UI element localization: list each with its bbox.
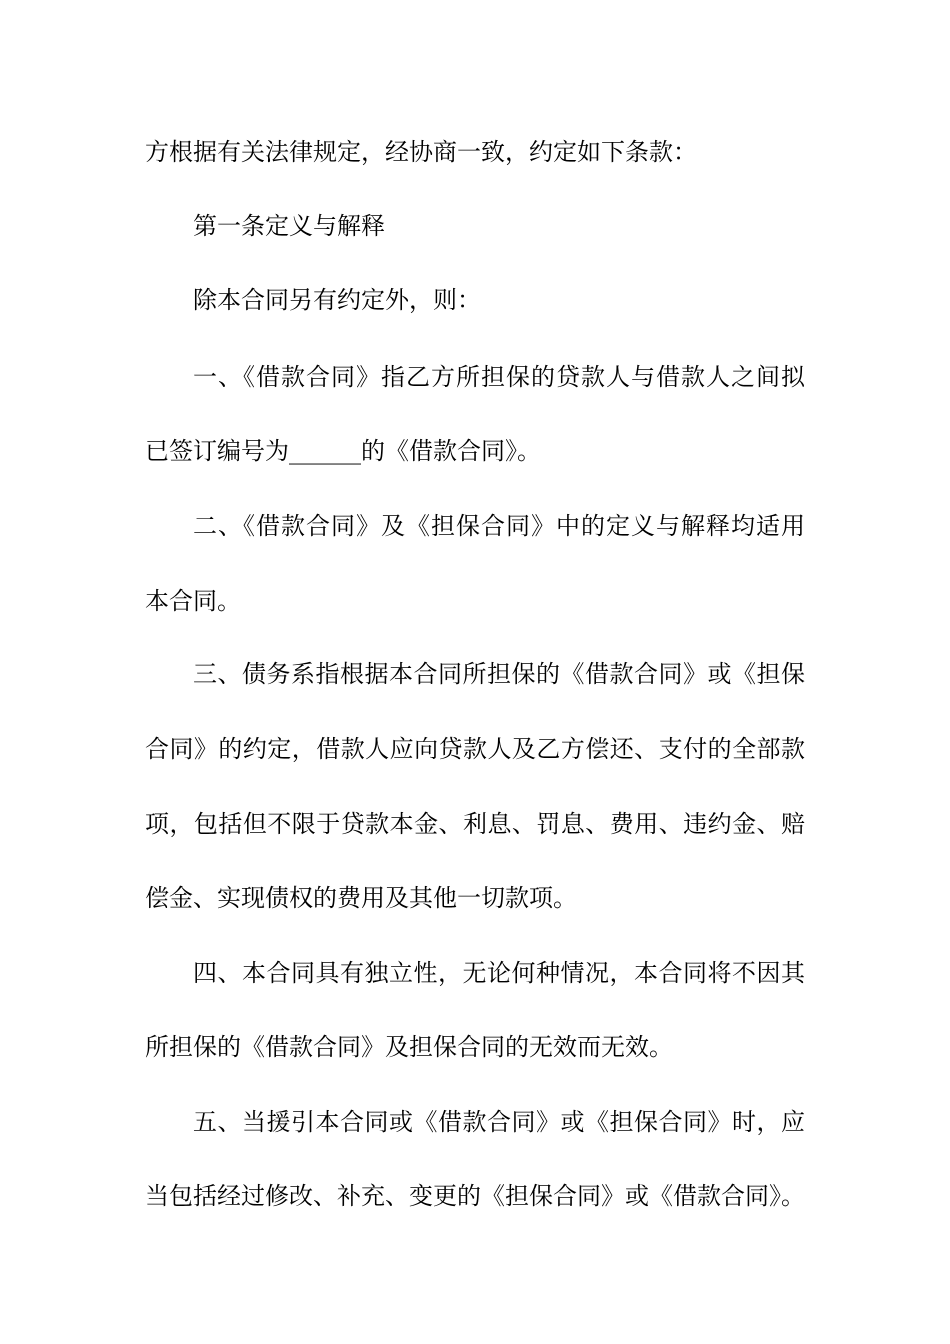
text-line: 已签订编号为______的《借款合同》。 [145, 437, 541, 465]
text-line: 项，包括但不限于贷款本金、利息、罚息、费用、违约金、赔 [145, 810, 805, 838]
text-line: 除本合同另有约定外，则： [193, 286, 481, 314]
clause-line: 一、《借款合同》指乙方所担保的贷款人与借款人之间拟 [193, 363, 805, 391]
clause-line: 五、当援引本合同或《借款合同》或《担保合同》时，应 [193, 1108, 805, 1136]
clause-line: 三、债务系指根据本合同所担保的《借款合同》或《担保 [193, 660, 805, 688]
text-line: 当包括经过修改、补充、变更的《担保合同》或《借款合同》。 [145, 1182, 805, 1210]
section-heading: 第一条定义与解释 [193, 212, 385, 240]
clause-line: 二、《借款合同》及《担保合同》中的定义与解释均适用 [193, 512, 805, 540]
clause-line: 四、本合同具有独立性，无论何种情况，本合同将不因其 [193, 959, 805, 987]
text-line: 所担保的《借款合同》及担保合同的无效而无效。 [145, 1033, 673, 1061]
text-line: 方根据有关法律规定，经协商一致，约定如下条款： [145, 138, 697, 166]
text-line: 偿金、实现债权的费用及其他一切款项。 [145, 884, 577, 912]
text-line: 合同》的约定，借款人应向贷款人及乙方偿还、支付的全部款 [145, 735, 805, 763]
text-line: 本合同。 [145, 587, 241, 615]
